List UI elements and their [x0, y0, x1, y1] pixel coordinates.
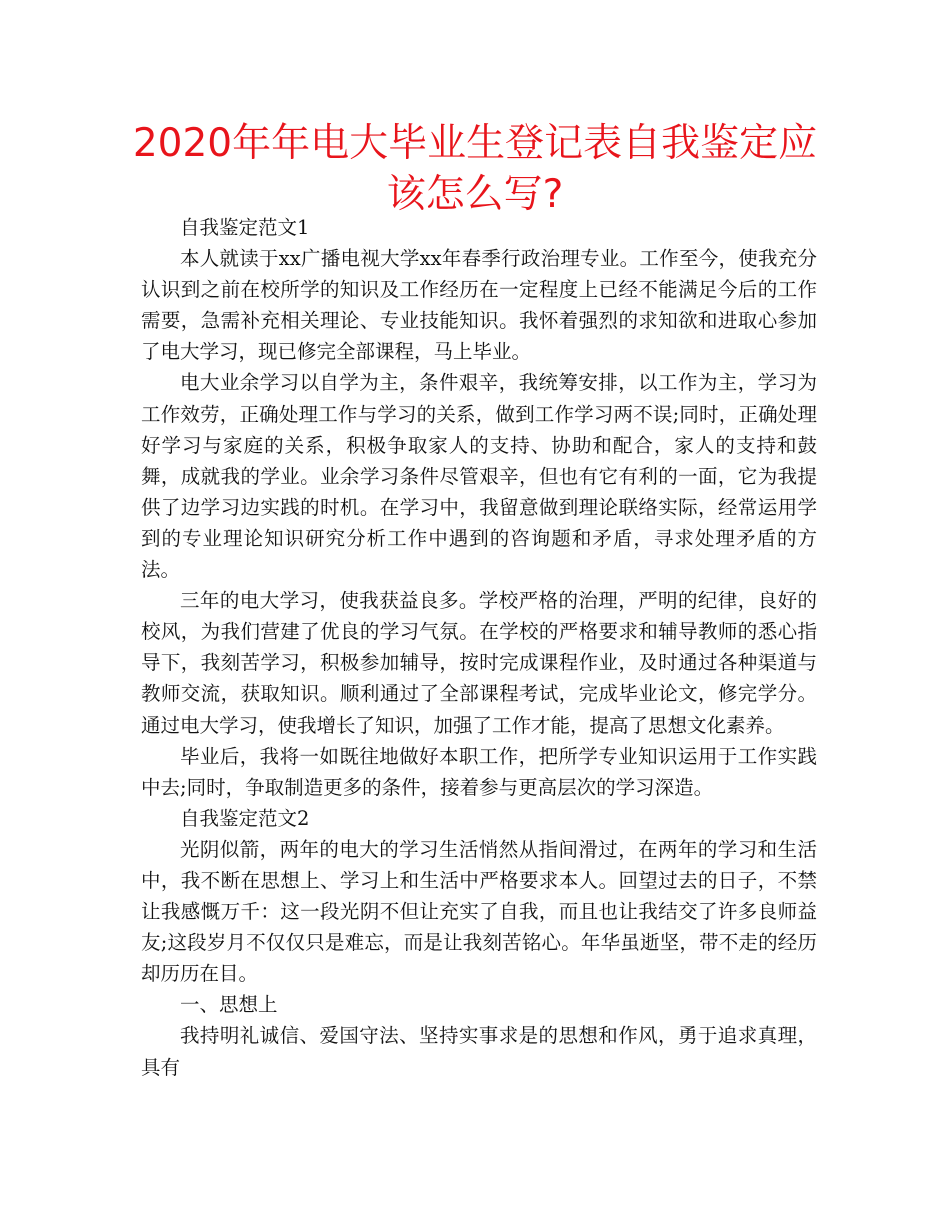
paragraph: 一、思想上	[180, 993, 278, 1017]
paragraph: 三年的电大学习，使我获益良多。学校严格的治理，严明的纪律，良好的校风，为我们营建了优良的学习气氛。在学校的严格要求和辅导教师的悉心指导下，我刻苦学习，积极参加辅导，按时完成课程作业，及时通过各种渠道与教师交流，获取知识。顺利通过了全部课程考试，完成毕业论文，修完学分。通过电大学习，使我增长了知识，加强了工作才能，提高了思想文化素养。	[141, 589, 817, 737]
paragraph: 自我鉴定范文1	[180, 216, 310, 239]
paragraph: 电大业余学习以自学为主，条件艰辛，我统筹安排，以工作为主，学习为工作效劳，正确处理工作与学习的关系，做到工作学习两不误;同时，正确处理好学习与家庭的关系，积极争取家人的支持、协助和配合，家人的支持和鼓舞，成就我的学业。业余学习条件尽管艰辛，但也有它有利的一面，它为我提供了边学习边实践的时机。在学习中，我留意做到理论联络实际，经常运用学到的专业理论知识研究分析工作中遇到的咨询题和矛盾，寻求处理矛盾的方法。	[141, 371, 817, 582]
paragraph: 我持明礼诚信、爱国守法、坚持实事求是的思想和作风，勇于追求真理，具有	[141, 1024, 817, 1079]
paragraph: 自我鉴定范文2	[180, 806, 310, 830]
document-title: 2020年年电大毕业生登记表自我鉴定应该怎么写?	[132, 121, 818, 217]
paragraph: 光阴似箭，两年的电大的学习生活悄然从指间滑过，在两年的学习和生活中，我不断在思想上、学习上和生活中严格要求本人。回望过去的日子，不禁让我感慨万千：这一段光阴不但让充实了自我，而且也让我结交了许多良师益友;这段岁月不仅仅只是难忘，而是让我刻苦铭心。年华虽逝坚，带不走的经历却历历在目。	[141, 837, 817, 986]
document-body	[141, 212, 817, 1083]
paragraph: 毕业后，我将一如既往地做好本职工作，把所学专业知识运用于工作实践中去;同时，争取制造更多的条件，接着参与更高层次的学习深造。	[141, 744, 817, 799]
paragraph: 本人就读于xx广播电视大学xx年春季行政治理专业。工作至今，使我充分认识到之前在校所学的知识及工作经历在一定程度上已经不能满足今后的工作需要，急需补充相关理论、专业技能知识。我怀着强烈的求知欲和进取心参加了电大学习，现已修完全部课程，马上毕业。	[141, 247, 817, 364]
